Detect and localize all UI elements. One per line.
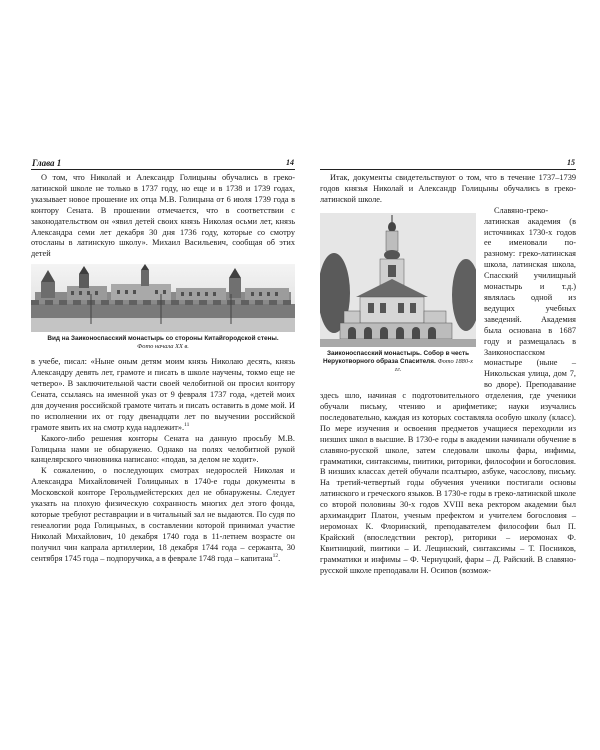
page-number-left: 14: [286, 158, 294, 168]
photo-caption-right: [320, 350, 476, 374]
monastery-panorama-photo: [31, 264, 295, 332]
caption-title: Вид на Заиконоспасский монастырь со стороны Китайгородской стены.: [47, 335, 279, 343]
paragraph: К сожалению, о последующих смотрах недорослей Николая и Александра Михайловичей Голицыных в 1740-е годы документы в Московской конторе Герольдмейстерских дел не обнаружены. Следует указать на плохую физическую сохранность многих дел этого фонда, которые требуют реставрации и в читальный зал не выдаются. По судя по генеалогии рода Голицыных, в составлении которой принимал участие Николай Михайлович, 10 декабря 1740 года в 11-летнем возрасте он получил чин капрала артиллерии, 18 декабря 1744 года – сержанта, 30 сентября 1745 года – подпоручика, а в феврале 1748 года – капитана$^{12}$.: [31, 466, 295, 563]
paragraph: О том, что Николай и Александр Голицыны обучались в греко-латинской школе не только в 1737 году, но еще и в 1738 и 1739 годах, указывает новое прошение их отца М.В. Голицына от 6 июля 1739 года в контору Сената. В прошении отмечается, что в соответствии с законодательством он «явил детей своих князь Николая осьми лет, князь Александра семи лет декабря 30 дня 1736 году, которые со смотру отосланы в латинскую школу». Михаил Васильевич, сообщая об этих детей: [31, 173, 295, 259]
photo-caption-left: [31, 335, 295, 351]
footnote-mark: 12: [272, 552, 279, 559]
caption-title: Заиконоспасский монастырь. Собор в честь Нерукотворного образа Спасителя.: [322, 349, 470, 365]
page-number-right: 15: [567, 158, 575, 168]
caption-date: Фото начала XX в.: [137, 343, 189, 351]
paragraph: Славяно-греко-латинская академия (в источниках 1730-х годов ее именовали по-разному: греко-латинская школа, латинская школа, Спасский училищный монастырь и т.д.) являлась одной из ведущих учебных заведений. Академия была основана в 1687 году и размещалась в Заиконоспасском монастыре (ныне – Никольская улица, дом 7, во дворе). Преподавание здесь шло, начиная с подготовительного отделения, где ученики обучали письму, чтению и арифметике; науки изучались последовательно, каждая из которых составляла особую школу (класс). По мере изучения и освоения предметов учащиеся переходили из низших школ в высшие. В 1730-е годы в академии начинали обучение в славяно-русской школе, затем следовали школы фары, инфимы, грамматики, синтаксимы, пиитики, риторики, философии и богословия. В низших классах детей обучали псалтырю, азбуке, часослову, письму. На третий-четвертый годы обучения ученики постигали основы латинского и греческого языков. В 1730-е годы в греко-латинской школе со второй половины 30-х годов XVIII века ректором академии был архимандрит Платон, ученым префектом и учителем богословия – иеромонах К. Флоринский, преподавателем философии был П. Крайский (впоследствии ректор), риторики – иеромонах Ф. Квитницкий, пиитики – И. Лещинский, синтаксимы – Т. Посников, грамматики и инфимы – Ф. Чернуцкий, фары – Д. Райский. В славяно-русской школе преподавали Н. Осипов (возмож-: [320, 205, 576, 575]
photo-cathedral-block: [320, 209, 476, 380]
paragraph: в учебе, писал: «Ныне оным детям моим князь Николаю десять, князь Александру девять лет, грамоте и писать в школе научены, токмо еще не четверо». В заключительной части своей челобитной он просил контору Сената, ссылаясь на именной указ от 9 февраля 1737 года, «детей моих для доучения российской грамоте читать и писать оставить в доме мой. И по исполнении их от году двенадцати лет по выучении российской грамоте явить их на смотр куда надлежит».$^{11}$: [31, 357, 295, 432]
running-head-left: [31, 155, 295, 170]
running-head-right: [320, 155, 576, 170]
photo-cathedral: [320, 213, 476, 347]
left-page: [31, 155, 295, 564]
right-page: [320, 155, 576, 577]
photo-monastery-wall: [31, 264, 295, 332]
footnote-mark: 11: [184, 421, 190, 428]
paragraph: Какого-либо решения конторы Сената на данную просьбу М.В. Голицына нами не обнаружено. Однако на полях челобитной рукой канцелярского чиновника написано: «подав, за делом не ходит».: [31, 433, 295, 465]
paragraph: Итак, документы свидетельствуют о том, что в течение 1737–1739 годов князья Николай и Александр Голицыны обучались в греко-латинской школе.: [320, 173, 576, 204]
chapter-title: Глава 1: [32, 158, 62, 169]
cathedral-photo: [320, 213, 476, 347]
caption-date: Фото 1880-х гг.: [394, 357, 474, 373]
